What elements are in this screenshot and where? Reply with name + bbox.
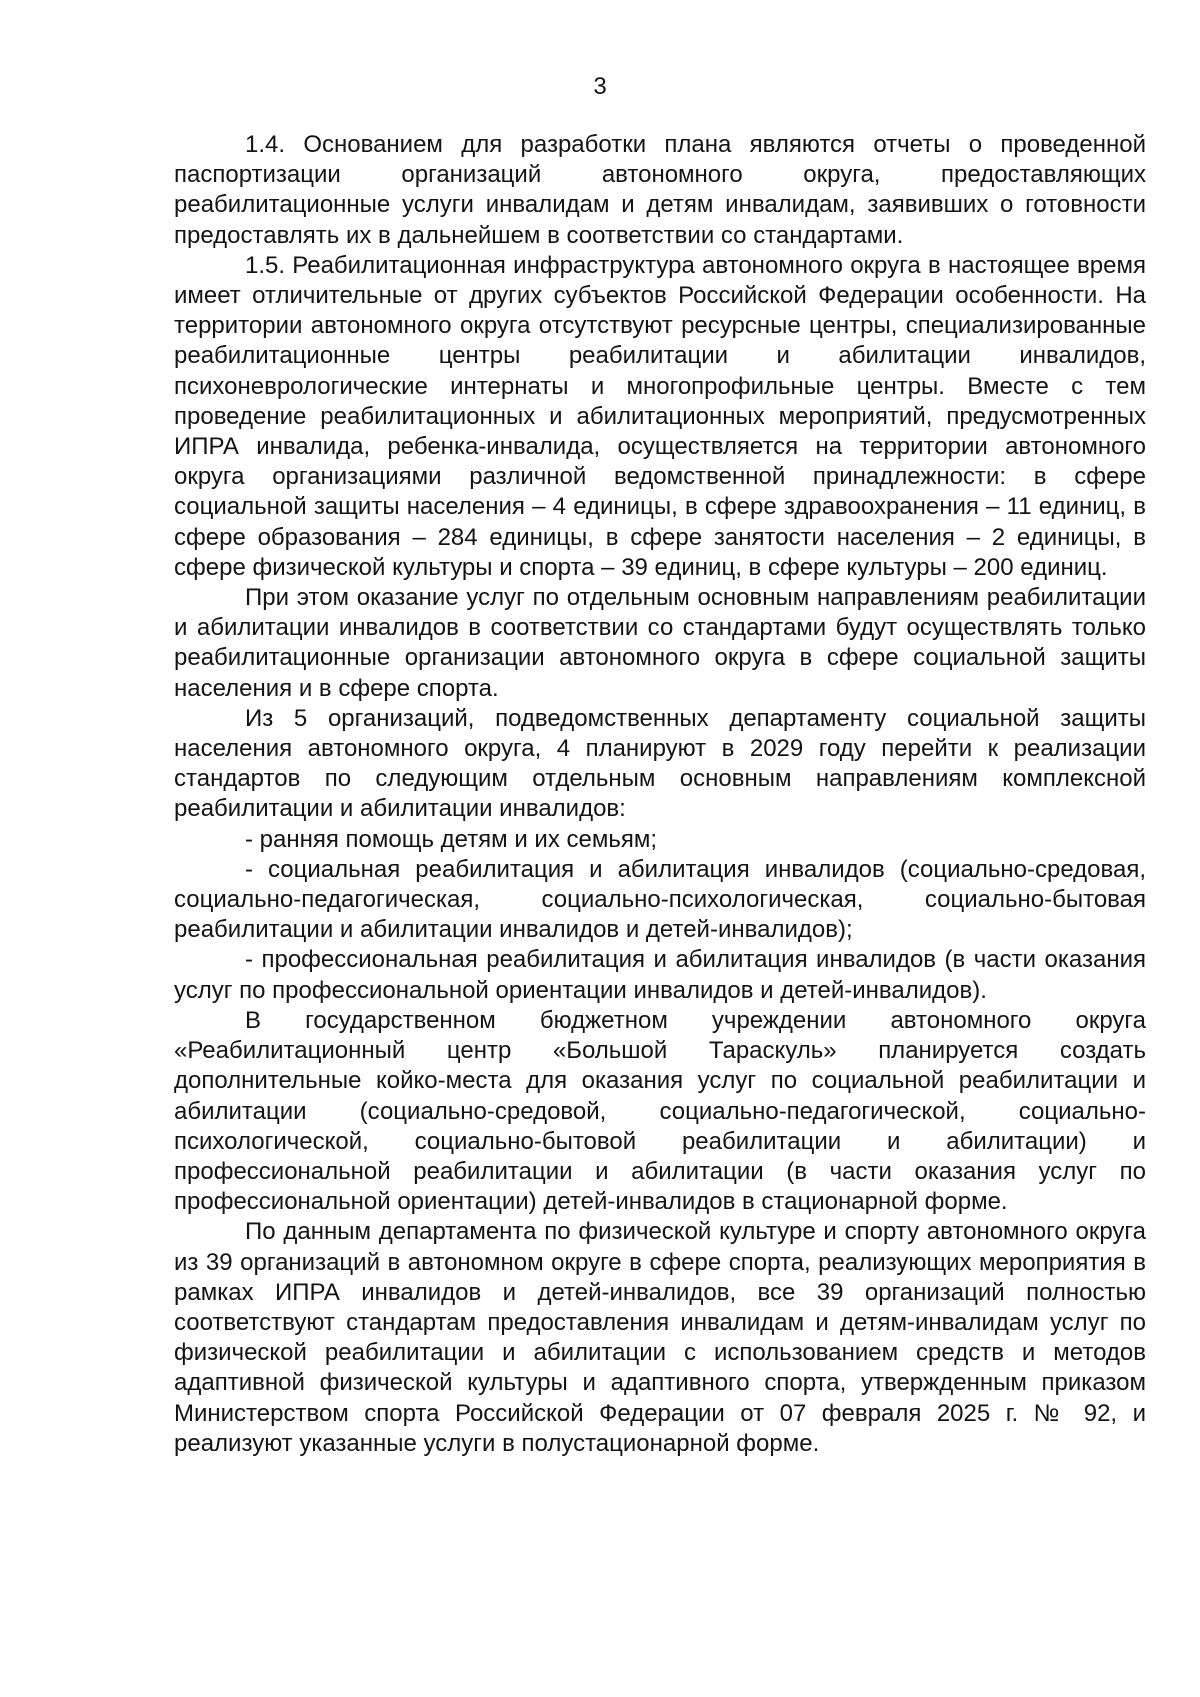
paragraph-standards-services: При этом оказание услуг по отдельным основным направлениям реабилитации и абилитации инвалидов в соответствии со стандартами будут осуществлять только реабилитационные организации автономного округа в сфере социальной защиты населения и в сфере спорта.	[174, 584, 1146, 702]
paragraph-1-4-basis: 1.4. Основанием для разработки плана являются отчеты о проведенной паспортизации организаций автономного округа, предоставляющих реабилитационные услуги инвалидам и детям инвалидам, заявивших о готовности предоставлять их в дальнейшем в соответствии со стандартами.	[174, 131, 1146, 249]
page-number: 3	[593, 73, 607, 100]
list-item-social-rehabilitation: - социальная реабилитация и абилитация инвалидов (социально-средовая, социально-педагогическая, социально-психологическая, социально-бытовая реабилитации и абилитации инвалидов и детей-инвалидов);	[174, 855, 1146, 944]
paragraph-1-5-infrastructure: 1.5. Реабилитационная инфраструктура автономного округа в настоящее время имеет отличительные от других субъектов Российской Федерации особенности. На территории автономного округа отсутствуют ресурсные центры, специализированные реабилитационные центры реабилитации и абилитации инвалидов, психоневрологические интернаты и многопрофильные центры. Вместе с тем проведение реабилитационных и абилитационных мероприятий, предусмотренных ИПРА инвалида, ребенка-инвалида, осуществляется на территории автономного округа организациями различной ведомственной принадлежности: в сфере социальной защиты населения – 4 единицы, в сфере здравоохранения – 11 единиц, в сфере образования – 284 единицы, в сфере занятости населения – 2 единицы, в сфере физической культуры и спорта – 39 единиц, в сфере культуры – 200 единиц.	[174, 251, 1146, 581]
list-item-professional-rehabilitation: - профессиональная реабилитация и абилитация инвалидов (в части оказания услуг по профессиональной ориентации инвалидов и детей-инвалидов).	[174, 946, 1146, 1004]
list-item-early-help: - ранняя помощь детям и их семьям;	[245, 825, 658, 853]
paragraph-taraskul-center: В государственном бюджетном учреждении автономного округа «Реабилитационный центр «Большой Тараскуль» планируется создать дополнительные койко-места для оказания услуг по социальной реабилитации и абилитации (социально-средовой, социально-педагогической, социально-психологической, социально-бытовой реабилитации и абилитации) и профессиональной реабилитации и абилитации (в части оказания услуг по профессиональной ориентации) детей-инвалидов в стационарной форме.	[174, 1006, 1146, 1216]
paragraph-social-protection-organizations: Из 5 организаций, подведомственных департаменту социальной защиты населения автономного округа, 4 планируют в 2029 году перейти к реализации стандартов по следующим отдельным основным направлениям комплексной реабилитации и абилитации инвалидов:	[174, 704, 1146, 823]
document-body	[174, 130, 1146, 1459]
paragraph-sport-department: По данным департамента по физической культуре и спорту автономного округа из 39 организаций в автономном округе в сфере спорта, реализующих мероприятия в рамках ИПРА инвалидов и детей-инвалидов, все 39 организаций полностью соответствуют стандартам предоставления инвалидам и детям-инвалидам услуг по физической реабилитации и абилитации с использованием средств и методов адаптивной физической культуры и адаптивного спорта, утвержденным приказом Министерством спорта Российской Федерации от 07 февраля 2025 г. № 92, и реализуют указанные услуги в полустационарной форме.	[174, 1218, 1146, 1457]
